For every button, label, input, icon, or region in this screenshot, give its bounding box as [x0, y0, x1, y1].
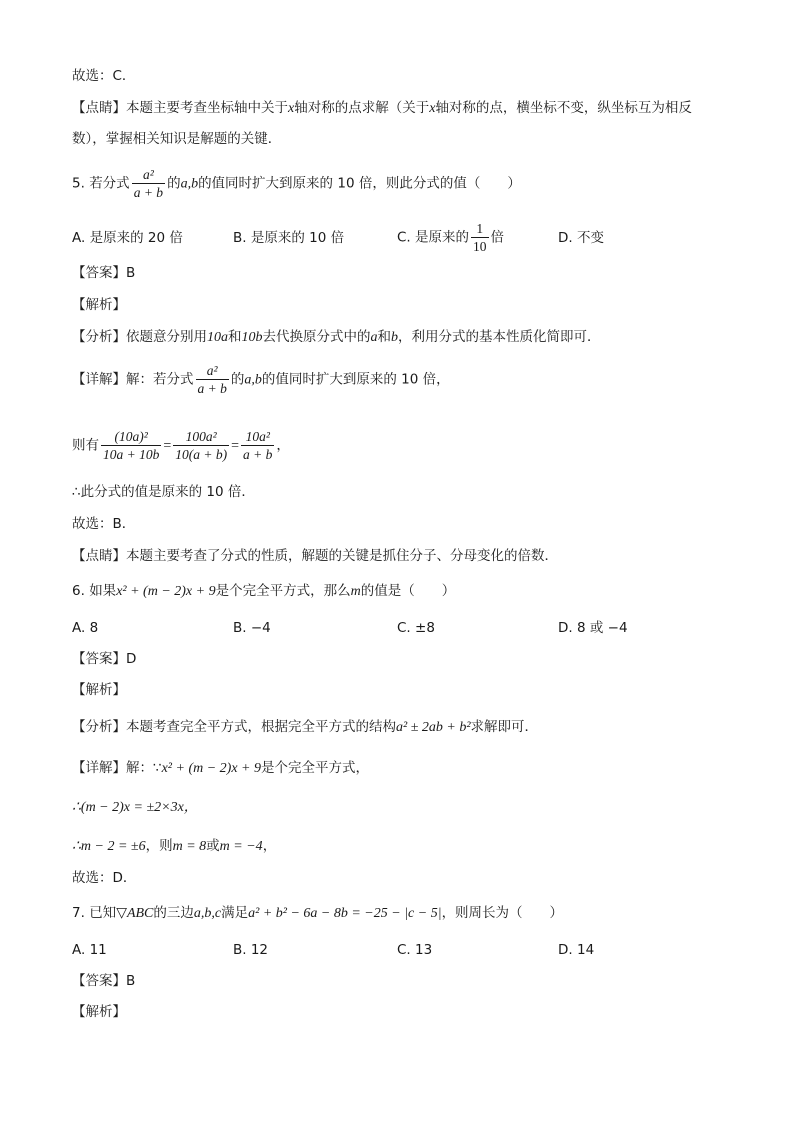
question-text: 如果	[89, 583, 117, 599]
answer	[72, 263, 135, 283]
expression: m = 8	[172, 839, 207, 854]
comma: ，	[276, 437, 290, 454]
expression: a² ± 2ab + b²	[396, 720, 471, 735]
vars-ab: a,b	[244, 372, 262, 388]
answer-tag: 【答案】	[72, 973, 126, 989]
option-a: A. 8	[72, 620, 99, 636]
prev-dianjing	[72, 98, 692, 119]
question-5: 5. 若分式 $\frac{\text{a²}}{a + b}$ 的a,b的值同时扩大到原来的 10 倍，则此分式的值（ ）	[72, 167, 521, 200]
question-text: 的三边	[153, 905, 194, 921]
fenxi-text: ，利用分式的基本性质化简即可．	[398, 329, 601, 345]
fraction-denominator: a + b	[133, 185, 164, 200]
option-d: D. 8 或 −4	[558, 620, 628, 636]
prev-answer-line: 故选：C．	[72, 68, 136, 84]
fenxi	[72, 327, 601, 348]
question-text: 的值是（ ）	[360, 583, 456, 599]
answer-tag: 【答案】	[72, 651, 126, 667]
question-text: 满足	[221, 905, 249, 921]
fraction	[173, 428, 229, 463]
step-text: ，	[262, 838, 277, 854]
dianjing-tag: 【点睛】	[72, 548, 126, 564]
var-x: x	[288, 101, 295, 116]
fraction-numerator: 100a²	[173, 428, 229, 446]
xiangjie-text: 是个完全平方式，	[261, 760, 369, 776]
fenxi	[72, 717, 538, 738]
question-text: 的值同时扩大到原来的 10 倍，则此分式的值（ ）	[198, 175, 521, 192]
question-6	[72, 581, 455, 602]
expression: a² + b² − 6a − 8b = −25 − |c − 5|	[248, 906, 442, 921]
option-a: A. 是原来的 20 倍	[72, 230, 183, 246]
choose-line: 故选：B．	[72, 516, 136, 532]
option-c-suffix: 倍	[490, 229, 505, 246]
prev-dianjing-line2: 数），掌握相关知识是解题的关键．	[72, 131, 282, 147]
fenxi-tag: 【分析】	[72, 329, 126, 345]
dianjing	[72, 546, 558, 566]
step-text: ，则	[145, 838, 173, 854]
equals-sign: =	[163, 438, 172, 454]
fenxi-text: 求解即可．	[470, 719, 539, 735]
question-number: 6.	[72, 583, 85, 599]
question-text: 是个完全平方式，那么	[215, 583, 351, 599]
question-text: ，则周长为（ ）	[441, 905, 564, 921]
question-7	[72, 903, 563, 924]
expression: ∴m − 2 = ±6	[72, 839, 146, 854]
xiangjie	[72, 362, 450, 397]
expression: x² + (m − 2)x + 9	[161, 761, 261, 776]
fraction	[101, 428, 161, 463]
fenxi-text: 依题意分别用	[126, 329, 207, 345]
dianjing-text: 本题主要考查了分式的性质，解题的关键是抓住分子、分母变化的倍数．	[126, 548, 558, 564]
option-d: D. 14	[558, 942, 595, 958]
xiangjie	[72, 758, 369, 779]
fraction-numerator: (10a)²	[101, 428, 161, 446]
option-b: B. −4	[233, 620, 271, 636]
option-b: B. 12	[233, 942, 269, 958]
fraction-denominator: 10a + 10b	[103, 447, 160, 462]
fraction-denominator: 10	[473, 239, 487, 254]
dianjing-tag: 【点睛】	[72, 100, 126, 116]
expression: x² + (m − 2)x + 9	[116, 584, 216, 599]
xiangjie-text: 解：若分式	[126, 371, 194, 388]
xiangjie-text: 的值同时扩大到原来的 10 倍，	[261, 371, 450, 388]
option-c-text: C. 是原来的	[397, 229, 470, 246]
analysis-tag: 【解析】	[72, 297, 126, 313]
answer-value: B	[126, 973, 136, 989]
xiangjie-text: 解：∵	[126, 760, 162, 776]
equals-sign: =	[231, 438, 240, 454]
fraction-denominator: 10(a + b)	[175, 447, 228, 462]
answer-tag: 【答案】	[72, 265, 126, 281]
step-1: ∴(m − 2)x = ±2×3x，	[72, 800, 198, 815]
question-text: 已知	[89, 905, 117, 921]
dianjing-text-a: 本题主要考查坐标轴中关于	[126, 100, 288, 116]
question-number: 7.	[72, 905, 85, 921]
option-b: B. 是原来的 10 倍	[233, 230, 345, 246]
expr-10b: 10b	[241, 330, 263, 345]
dianjing-text-b: 轴对称的点求解（关于	[294, 100, 430, 116]
dianjing-text-c: 轴对称的点，横坐标不变，纵坐标互为相反	[435, 100, 692, 116]
fenxi-tag: 【分析】	[72, 719, 126, 735]
fraction	[132, 166, 165, 201]
fenxi-text: 和	[377, 329, 391, 345]
fraction-numerator: a²	[196, 362, 229, 380]
xiangjie-tag: 【详解】	[72, 371, 126, 388]
fraction	[241, 428, 274, 463]
fraction	[196, 362, 229, 397]
var-b: b	[391, 330, 398, 345]
fraction-numerator: 1	[471, 220, 489, 238]
fenxi-text: 和	[228, 329, 242, 345]
fenxi-text: 本题考查完全平方式，根据完全平方式的结构	[126, 719, 396, 735]
analysis-tag: 【解析】	[72, 1004, 126, 1020]
answer-value: B	[126, 265, 136, 281]
fraction-denominator: a + b	[243, 447, 273, 462]
question-number: 5.	[72, 175, 85, 192]
equation-chain	[72, 428, 290, 463]
answer	[72, 971, 135, 991]
vars-ab: a,b	[180, 176, 199, 192]
vars-abc: a,b,c	[193, 906, 222, 921]
zeyou: 则有	[72, 437, 99, 454]
expr-10a: 10a	[207, 330, 228, 345]
var-a: a	[370, 330, 378, 345]
question-text: 若分式	[89, 175, 130, 192]
option-c	[397, 220, 504, 255]
fenxi-text: 去代换原分式中的	[262, 329, 371, 345]
expression: m = −4	[219, 839, 263, 854]
step-text: 或	[206, 838, 220, 854]
var-x: x	[429, 101, 436, 116]
fraction	[471, 220, 489, 255]
step-2	[72, 836, 276, 857]
triangle-name: ▽ABC	[116, 906, 154, 921]
analysis-tag: 【解析】	[72, 682, 126, 698]
var-m: m	[350, 584, 361, 599]
choose-line: 故选：D．	[72, 870, 137, 886]
xiangjie-text: 的	[230, 371, 245, 388]
option-d: D. 不变	[558, 230, 604, 246]
fraction-numerator: a²	[132, 166, 165, 184]
answer	[72, 649, 136, 669]
xiangjie-tag: 【详解】	[72, 760, 126, 776]
therefore-line: ∴此分式的值是原来的 10 倍．	[72, 484, 255, 500]
option-c: C. ±8	[397, 620, 435, 636]
fraction-numerator: 10a²	[241, 428, 274, 446]
option-c: C. 13	[397, 942, 433, 958]
answer-value: D	[126, 651, 137, 667]
fraction-denominator: a + b	[197, 381, 227, 396]
option-a: A. 11	[72, 942, 107, 958]
